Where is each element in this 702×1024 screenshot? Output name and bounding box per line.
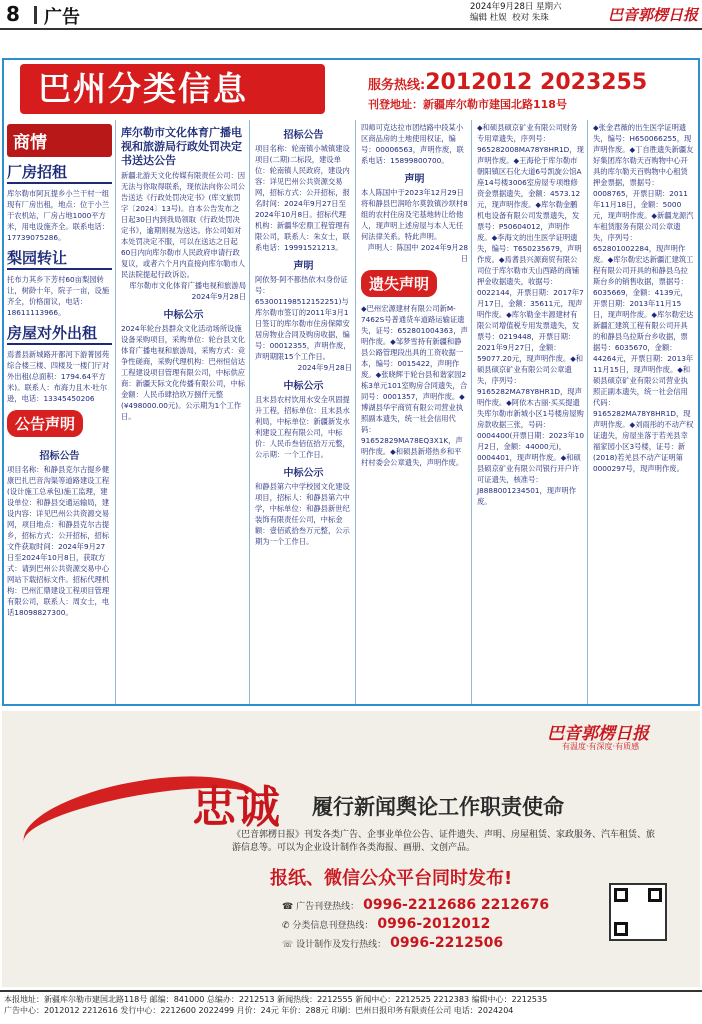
notice-body: 项目名称：轮南镇小城镇建设项目(二期)二标段，建设单位：轮南镇人民政府，建设内容：详见巴州公共资源交易网，招标方式：公开招标，报名时间：2024年9月27日至2024年10月8日。招标代理机构：新疆华宏鼎工程管理有限公司，联系人：朱女士，联系电话：19991521213。 [255,144,350,252]
notice-signer: 库尔勒市文化体育广播电视和旅游局 [129,281,246,290]
notice-body: 和静县第六中学校园文化建设项目，招标人：和静县第六中学，中标单位：和静县新世纪装饰有限责任公司，中标金额：壹佰贰拾叁万元整，公示期为一个工作日。 [255,482,350,546]
column-1 [4,120,116,704]
notice-body: 2024年轮台县群众文化活动场所设施设备采购项目，采购单位：轮台县文化体育广播电视和旅游局，采购方式：竞争性磋商，采购代理机构：巴州恒信达工程建设项目管理有限公司，中标供应商：新疆天际文化传播有限公司，中标金额：人民币肆拾玖万捌仟元整(¥498000.00元)。公示期为1个工作日。 [121,324,246,421]
page-header [0,0,702,30]
qr-code-icon [609,883,667,941]
footer-line: 广告中心：2012012 2212616 发行中心：2212600 2022499 月价：24元 年价：288元 印刷：巴州日报印务有限责任公司 电话：2024204 [4,1006,514,1015]
column-3 [252,120,356,704]
notice-body: 本人陈国中于2023年12月29日将和静县巴润哈尔莫敦镇沙坝村8组的农村住房及宅基地转让给他人，现声明上述房屋与本人无任何法律关系。特此声明。 [361,188,468,241]
banner-address: 刊登地址：新疆库尔勒市建国北路118号 [368,98,567,111]
hotline-label: 服务热线: [368,78,426,93]
notice-title: 库尔勒市文化体育广播电视和旅游局行政处罚决定书送达公告 [121,126,242,167]
promo-publish: 报纸、微信公众平台同时发布! [270,868,513,889]
notice-body: 四师可克达拉市团结路中段某小区商品房的土地使用权证，编号：00006563，声明作废，联系电话：15899800700。 [361,123,464,165]
lost-notices: ◆巴州宏源建材有限公司新M-7462S号普通货车道路运输证遗失，证号：652801004363，声明作废。◆邹梦雪持有新疆和静县公路管理段出具的工资收据一本，编号：0015422，声明作废。◆张晓辉于轮台县和谐家园2栋3单元101室购房合同遗失，合同号：0001357，声明作废。◆博湖县华宇商贸有限公司营业执照副本遗失，统一社会信用代码：91652829MA78EQ3X1K，声明作废。◆和硕县新塔热乡和平村村委会公章遗失，声明作废。 [361,304,468,467]
ad-rental: 焉耆县新城路开都河下游菁园苑综合楼三楼、四楼及一楼门厅对外出租(总面积：1794.64平方米)。联系人：布海力且木·吐尔逊，电话：13345450206 [7,350,110,403]
promo-logo-sub: 有温度·有深度·有质感 [562,742,640,751]
column-2 [118,120,250,704]
notice-body: 新疆北游天文化传媒有限责任公司：因无法与你取得联系，现依法向你公司公告送达《行政处罚决定书》(库文旅罚字〔2024〕13号)。自本公告发布之日起30日内到我局领取《行政处罚决定书》，逾期则视为送达。你公司如对本处罚决定不服，可以在送达之日起60日内向库尔勒市人民政府申请行政复议，或者六个月内直接向库尔勒市人民法院提起行政诉讼。 [121,171,246,279]
lost-notices: ◆张金君薇的出生医学证明遗失，编号：H650066255，现声明作废。◆丁自胜遗失新疆友好集团库尔勒天百购物中心开具的库尔勒天百购物中心租赁押金票据，票据号：0008765，开票日期：2011年11月18日，金额：5000元，现声明作废。◆新疆龙源汽车租赁服务有限公司公章遗失，序列号：652801002284，现声明作废。◆库尔勒宏达新疆汇建筑工程有限公司开具的和静县乌拉斯台乡的销售收据，票据号：6035669，金额：4139元，开票日期：2013年11月15日，现声明作废。◆库尔勒宏达新疆汇建筑工程有限公司开具的和静县乌拉斯台乡收据，票据号：6035670，金额：44264元，开票日期：2013年11月15日，现声明作废。◆和硕县硕京矿业有限公司营业执照正副本遗失，统一社会信用代码：9165282MA78Y8HR1D，现声明作废。◆刘雨彤的不动产权证遗失，房屋坐落于若羌县幸福家园小区3号楼，证号：新(2018)若羌县不动产证明第0000297号，现声明作废。 [593,123,694,473]
column-4 [358,120,472,704]
lost-notices: ◆和硕县硕京矿业有限公司财务专用章遗失，序列号：965282008MA78Y8HR1D，现声明作废。◆王海伦于库尔勒市朝阳镇区石化大道6号凯旋公馆A座14号楼3006室房屋专项维修资金票据遗失，金额：4573.12元，现声明作废。◆库尔勒金鹏机电设备有限公司发票遗失，发票号：P50604012，声明作废。◆李海文的出生医学证明遗失，编号：T650235679，声明作废。◆焉耆县兴源商贸有限公司位于库尔勒市天山西路的商铺押金收据遗失，收据号：0022144，开票日期：2017年7月17日，金额：35611元，现声明作废。◆库尔勒金丰源建材有限公司增值税专用发票遗失，发票号：0219448，开票日期：2021年9月27日，金额：59077.20元，现声明作废。◆和硕县硕京矿业有限公司公章遗失，序列号：9165282MA78Y8HR1D，现声明作废。◆阿依木古丽·买买提遗失库尔勒市新城小区1号楼房屋购房款收据三张，号码：0004400(开票日期：2023年10月2日，金额：44000元)，0004401，现声明作废。◆和硕县硕京矿业有限公司银行开户许可证遗失，核准号：J8888001234501，现声明作废。 [477,123,584,506]
notice-heading: 声明 [404,174,425,185]
header-meta [470,2,562,24]
notice-signer: 声明人：陈国中 2024年9月28日 [367,243,468,263]
classified-title: 巴州分类信息 [20,64,325,114]
footer-line: 本报地址：新疆库尔勒市建国北路118号 邮编：841000 总编办：2212513 新闻热线：2212555 新闻中心：2212525 2212383 编辑中心：2212535 [4,995,548,1004]
notice-heading: 中标公示 [283,468,324,479]
tag-lost-notice: 遗失声明 [361,270,437,297]
notice-date: 2024年9月28日 [297,363,352,372]
tag-business: 商情 [7,124,112,157]
column-6 [590,120,698,704]
ad-factory: 库尔勒市阿瓦提乡小兰干村一组现有厂房出租，地点：位于小兰干农机站，厂房占地1000平方米，用电设施齐全。联系电话：17739075286。 [7,189,110,242]
promo-phones [282,897,549,954]
page-footer [0,990,702,1024]
promo-ad [2,711,700,987]
newspaper-logo: 巴音郭楞日报 [608,6,699,24]
notice-heading: 中标公示 [163,310,204,321]
promo-mission: 履行新闻舆论工作职责使命 [312,795,564,819]
promo-big-word: 忠诚 [192,782,280,833]
ad-orchard: 托布力其乡下芳村60亩梨园转让，树龄十年，院子一亩，设施齐全，价格面议，电话：18611113966。 [7,275,110,317]
section-name: 广告 [44,7,80,28]
header-editor: 编辑 杜娱 [470,13,507,23]
notice-heading: 招标公告 [39,451,80,462]
hotline-numbers: 2012012 2023255 [425,70,648,95]
promo-description: 《巴音郭楞日报》刊发各类广告、企事业单位公告、证件遗失、声明、房屋租赁、家政服务、汽车租赁、旅游信息等。可以为企业设计制作各类海报、画册、文创产品。 [232,830,656,853]
ad-heading-factory: 厂房招租 [7,161,112,184]
phone-design: ☏ 设计制作及发行热线： 0996-2212506 [282,935,504,951]
header-proof: 校对 朱珠 [512,13,549,23]
phone-classified: ✆ 分类信息刊登热线： 0996-2012012 [282,916,491,932]
tag-notice: 公告声明 [7,410,83,437]
header-divider [34,6,37,24]
notice-body: 且末县农村饮用水安全巩固提升工程，招标单位：且末县水利局，中标单位：新疆新发水利建设工程有限公司，中标价：人民币叁佰伍拾万元整，公示期：一个工作日。 [255,395,350,459]
ad-heading-rental: 房屋对外出租 [7,322,112,345]
phone-ad: ☎ 广告刊登热线： 0996-2212686 2212676 [282,897,550,913]
column-5 [474,120,588,704]
ad-heading-orchard: 梨园转让 [7,247,112,270]
hotline [368,70,647,95]
notice-body: 阿依努·阿不都热依木(身份证号：653001198512152251)与库尔勒市签订的2011年3月1日签订的库尔勒市住房保障安居房物业合同及购房收据，编号：00012355，声明作废，声明期限15个工作日。 [255,275,351,361]
promo-logo: 巴音郭楞日报 [547,724,649,744]
notice-body: 项目名称：和静县克尔古提乡健康巴扎巴音沟渠等道路建设工程(设计施工总承包)施工监理，建设单位：和静县交通运输局，建设内容：详见巴州公共资源交易网，项目地点：和静县克尔古提乡，招标方式：公开招标，招标文件获取时间：2024年9月27日至2024年10月8日，获取方式：请到巴州公共资源交易中心网站下载招标文件。招标代理机构：巴州汇鼎建设工程项目管理有限公司，联系人：周女士，电话18098827300。 [7,465,110,617]
notice-date: 2024年9月28日 [191,292,246,301]
notice-heading: 声明 [293,261,314,272]
notice-heading: 招标公告 [283,130,324,141]
page-number: 8 [6,2,20,26]
notice-heading: 中标公示 [283,381,324,392]
header-date: 2024年9月28日 星期六 [470,2,562,12]
